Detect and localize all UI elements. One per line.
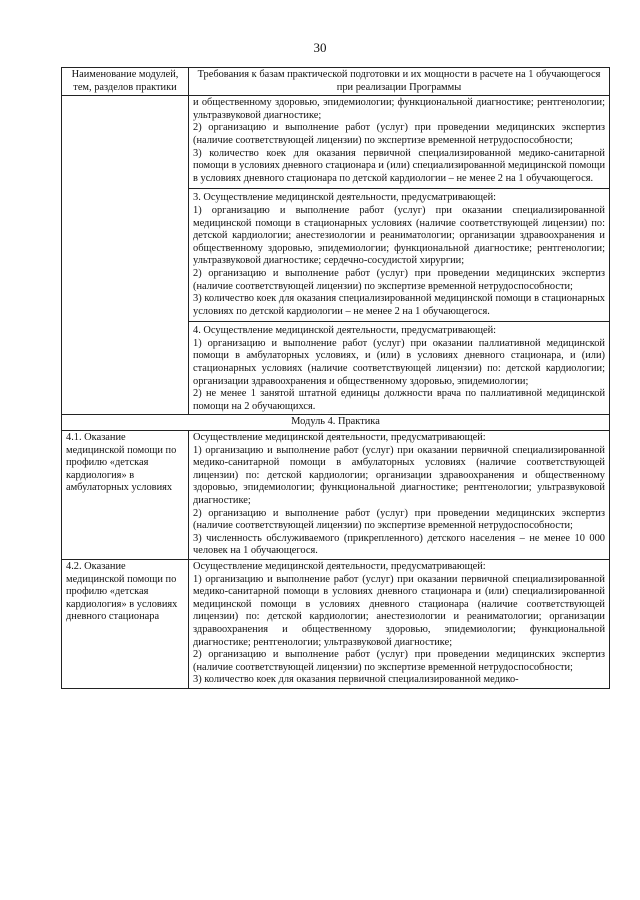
paragraph: 2) организацию и выполнение работ (услуг) при проведении медицинских экспертиз (наличие соответствующей лицензии) по экспертизе временной нетрудоспособности; <box>193 507 605 532</box>
paragraph: Осуществление медицинской деятельности, предусматривающей: <box>193 560 486 572</box>
row3-right-cell <box>189 559 610 688</box>
table-row <box>62 96 610 415</box>
paragraph: 3) количество коек для оказания первичной специализированной медико-санитарной помощи в условиях дневного стационара и (или) специализированной медицинской помощи в условиях дневного стационара по детской кардиологии – не менее 2 на 1 обучающегося. <box>193 147 605 184</box>
paragraph: 3) количество коек для оказания специализированной медицинской помощи в стационарных условиях по детской кардиологии – не менее 2 на 1 обучающегося. <box>193 293 605 317</box>
paragraph: 1) организацию и выполнение работ (услуг) при оказании первичной специализированной медико-санитарной помощи в условиях дневного стационара и (или) специализированной медицинской помощи в условиях дневного стационара (наличие соответствующей лицензии) по: детской кардиологии; анестезиологии и реаниматологии; организации здравоохранения и общественному здоровью, эпидемиологии; функциональной диагностике; рентгенологии; ультразвуковой диагностике; <box>193 573 605 648</box>
header-col-requirements: Требования к базам практической подготовки и их мощности в расчете на 1 обучающегося при реализации Программы <box>189 68 610 96</box>
requirements-table <box>61 67 610 689</box>
section-name: 4.1. Оказание медицинской помощи по профилю «детская кардиология» в амбулаторных условиях <box>66 432 177 494</box>
block-1 <box>193 97 605 185</box>
table-row <box>62 431 610 560</box>
paragraph: 2) организацию и выполнение работ (услуг) при проведении медицинских экспертиз (наличие соответствующей лицензии) по экспертизе временной нетрудоспособности; <box>193 649 605 673</box>
block-2 <box>189 188 609 318</box>
paragraph: 2) организацию и выполнение работ (услуг) при проведении медицинских экспертиз (наличие соответствующей лицензии) по экспертизе временной нетрудоспособности; <box>193 122 605 146</box>
paragraph: 2) организацию и выполнение работ (услуг) при проведении медицинских экспертиз (наличие соответствующей лицензии) по экспертизе временной нетрудоспособности; <box>193 267 605 292</box>
paragraph: 3) численность обслуживаемого (прикрепленного) детского населения – не менее 10 000 человек на 1 обучающегося. <box>193 532 605 557</box>
table-header-row <box>62 68 610 96</box>
paragraph: 1) организацию и выполнение работ (услуг) при оказании паллиативной медицинской помощи в амбулаторных условиях, и (или) в условиях дневного стационара, и (или) стационарных условиях (наличие соответствующей лицензии) по: детской кардиологии; организации здравоохранения и общественному здоровью, эпидемиологии; <box>193 337 605 387</box>
row1-right-cell <box>189 96 610 415</box>
module-title-row <box>62 415 610 431</box>
row1-left-cell <box>62 96 189 415</box>
row2-left-cell <box>62 431 189 560</box>
paragraph: 3) количество коек для оказания первичной специализированной медико- <box>193 674 519 686</box>
row2-right-cell <box>189 431 610 560</box>
paragraph: 4. Осуществление медицинской деятельности, предусматривающей: <box>193 325 497 337</box>
header-col-modules: Наименование модулей, тем, разделов практики <box>62 68 189 96</box>
paragraph: 2) не менее 1 занятой штатной единицы должности врача по паллиативной медицинской помощи на 2 обучающихся. <box>193 388 605 412</box>
module-title: Модуль 4. Практика <box>62 415 610 431</box>
paragraph: 1) организацию и выполнение работ (услуг) при оказании первичной специализированной медико-санитарной помощи в амбулаторных условиях (наличие соответствующей лицензии) по: детской кардиологии; организации здравоохранения и общественному здоровью, эпидемиологии; функциональной диагностике; рентгенологии; ультразвуковой диагностике; <box>193 444 605 506</box>
paragraph: 3. Осуществление медицинской деятельности, предусматривающей: <box>193 192 497 204</box>
section-name: 4.2. Оказание медицинской помощи по профилю «детская кардиология» в условиях дневного стационара <box>66 560 178 623</box>
table-row <box>62 559 610 688</box>
block-3 <box>189 321 609 413</box>
paragraph: 1) организацию и выполнение работ (услуг) при оказании специализированной медицинской помощи в стационарных условиях (наличие соответствующей лицензии) по: детской кардиологии; анестезиологии и реаниматологии; организации здравоохранения и общественному здоровью, эпидемиологии; функциональной диагностике; рентгенологии; ультразвуковой диагностике; сердечно-сосудистой хирургии; <box>193 204 605 267</box>
row3-left-cell <box>62 559 189 688</box>
paragraph: Осуществление медицинской деятельности, предусматривающей: <box>193 432 486 444</box>
paragraph: и общественному здоровью, эпидемиологии; функциональной диагностике; рентгенологии; ультразвуковой диагностике; <box>193 97 605 121</box>
page-number: 30 <box>313 40 327 55</box>
